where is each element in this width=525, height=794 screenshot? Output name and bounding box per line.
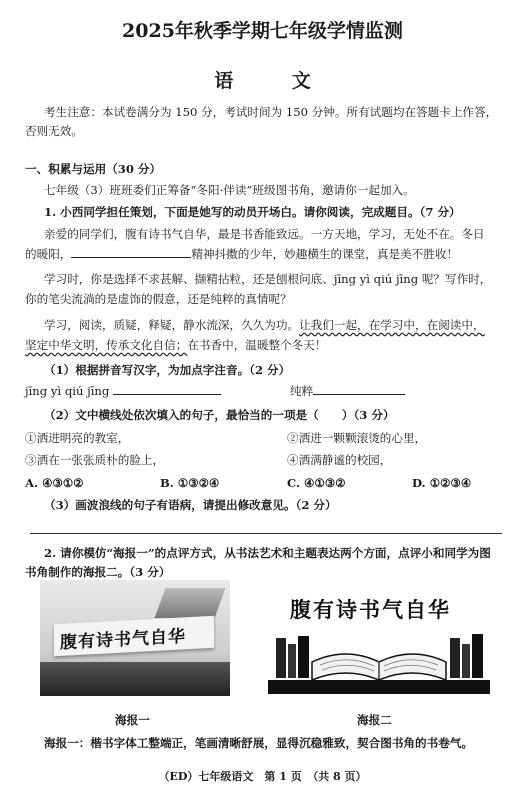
notice-line-2: 否则无效。 xyxy=(25,124,83,138)
section-intro: 七年级（3）班班委们正筹备“冬阳·伴读”班级图书角，邀请你一起加入。 xyxy=(44,183,415,197)
poster-one-image xyxy=(40,580,230,696)
page-footer: （ED）七年级语文 第 1 页 （共 8 页） xyxy=(158,770,367,783)
choice-b: B. ①③②④ xyxy=(160,476,220,490)
passage-line-1: 亲爱的同学们，腹有诗书气自华，最是书香能致远。一方天地，学习，无处不在。冬日 xyxy=(44,227,485,241)
answer-blank xyxy=(71,245,191,258)
sentence-option-1: ①洒进明亮的教室， xyxy=(25,431,130,445)
section-heading: 一、积累与运用（30 分） xyxy=(25,162,162,176)
choice-d: D. ①②③④ xyxy=(412,476,472,490)
poster-one-comment: 海报一：楷书字体工整端正，笔画清晰舒展，显得沉稳雅致，契合图书角的书卷气。 xyxy=(44,736,473,750)
question-2-stem-line-1: 2. 请你模仿“海报一”的点评方式，从书法艺术和主题表达两个方面，点评小和同学为图 xyxy=(44,546,491,560)
passage-line-2-end: 精神抖擞的少年，妙趣横生的课堂，真是美不胜收！ xyxy=(191,247,459,261)
poster-two-calligraphy: 腹有诗书气自华 xyxy=(290,597,451,622)
choice-c: C. ④①③② xyxy=(287,476,346,490)
question-1-stem: 1. 小西同学担任策划，下面是她写的动员开场白。请你阅读，完成题目。（7 分） xyxy=(44,205,461,219)
passage-line-6-end: 在书香中，温暖整个冬天！ xyxy=(187,338,327,352)
passage-line-6 xyxy=(25,337,326,353)
poster-one-calligraphy: 腹有诗书气自华 xyxy=(60,626,186,654)
passage-line-2 xyxy=(25,245,458,262)
poster-two-caption: 海报二 xyxy=(357,713,392,727)
passage-line-5-start: 学习，阅读，质疑，释疑，静水流深，久久为功。 xyxy=(44,318,300,332)
passage-line-2-start: 的暖阳， xyxy=(25,247,72,261)
pinyin-text: jīng yì qiú jīng xyxy=(25,384,110,398)
wavy-sentence-part-2: 坚定中华文明，传承文化自信； xyxy=(25,338,188,352)
passage-line-4: 你的笔尖流淌的是虚饰的假意，还是纯粹的真情呢？ xyxy=(25,292,292,306)
question-2-stem-line-2: 书角制作的海报二。（3 分） xyxy=(25,565,171,579)
exam-title: 2025年秋季学期七年级学情监测 xyxy=(122,20,403,42)
pinyin-answer-blank xyxy=(113,382,221,395)
poster-two-image xyxy=(268,580,490,696)
sentence-option-2: ②洒进一颗颗滚烫的心里， xyxy=(287,431,427,445)
choice-a: A. ④③①② xyxy=(25,476,84,490)
wavy-sentence-part-1: 让我们一起，在学习中，在阅读中， xyxy=(299,318,485,332)
sub-question-2-stem: （2）文中横线处依次填入的句子，最恰当的一项是（ ）（3 分） xyxy=(44,408,395,422)
annotate-item xyxy=(290,382,405,399)
open-book-icon xyxy=(268,632,490,696)
sentence-option-3: ③洒在一张张质朴的脸上， xyxy=(25,453,165,467)
poster-one-caption: 海报一 xyxy=(115,713,150,727)
sub-question-1-stem: （1）根据拼音写汉字，为加点字注音。（2 分） xyxy=(44,363,291,377)
passage-line-3: 学习时，你是选择不求甚解、撷精拈粒，还是刨根问底、jīng yì qiú jīng 呢？写作时， xyxy=(44,272,492,286)
poster-one-book-base xyxy=(40,662,230,696)
notice-line-1: 考生注意：本试卷满分为 150 分，考试时间为 150 分钟。所有试题均在答题卡上作答， xyxy=(44,105,498,119)
section-divider xyxy=(30,533,502,534)
subject-title: 语 文 xyxy=(214,70,337,92)
passage-line-5 xyxy=(44,317,485,333)
annotate-word: 纯粹 xyxy=(290,384,314,398)
sub-question-3-stem: （3）画波浪线的句子有语病，请提出修改意见。（2 分） xyxy=(44,498,337,512)
pinyin-item xyxy=(25,382,221,399)
sentence-option-4: ④洒满静谧的校园， xyxy=(287,453,392,467)
annotate-answer-blank xyxy=(313,382,405,395)
poster-one-book-shape xyxy=(155,588,226,618)
